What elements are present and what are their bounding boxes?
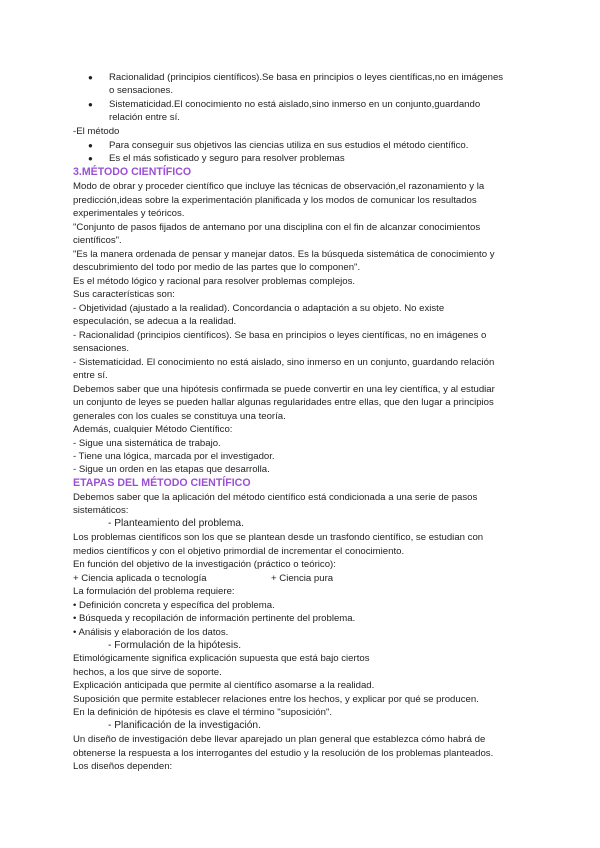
text-line: Los diseños dependen: (73, 761, 173, 772)
text-line: En función del objetivo de la investigación (práctico o teórico): (73, 559, 336, 570)
text-line: Modo de obrar y proceder científico que incluye las técnicas de observación,el razonamiento y la (73, 181, 485, 192)
text-line: - Sistematicidad. El conocimiento no está aislado, sino inmerso en un conjunto, guardando relación (73, 357, 495, 368)
text-line: Suposición que permite establecer relaciones entre los hechos, y explicar por qué se producen. (73, 694, 479, 705)
el-metodo-label: -El método (73, 126, 120, 137)
bullet-dot: ● (88, 100, 93, 109)
step-title-planificacion: - Planificación de la investigación. (108, 720, 261, 731)
text-line: o sensaciones. (109, 85, 173, 96)
text-line: medios científicos y con el objetivo primordial de incrementar el conocimiento. (73, 546, 405, 557)
text-line: • Análisis y elaboración de los datos. (73, 627, 229, 638)
text-line: Sistematicidad.El conocimiento no está aislado,sino inmerso en un conjunto,guardando (109, 99, 481, 110)
text-line: un conjunto de leyes se pueden hallar algunas regularidades entre ellas, que den lugar a principios (73, 397, 494, 408)
bullet-dot: ● (88, 154, 93, 163)
text-line: especulación, se adecua a la realidad. (73, 316, 237, 327)
text-line: • Definición concreta y específica del problema. (73, 600, 275, 611)
text-line: relación entre sí. (109, 112, 180, 123)
text-line: Además, cualquier Método Científico: (73, 424, 233, 435)
bullet-dot: ● (88, 141, 93, 150)
text-line: Es el método lógico y racional para resolver problemas complejos. (73, 276, 356, 287)
text-line: - Racionalidad (principios científicos). Se basa en principios o leyes científicas, no en imágenes o (73, 330, 487, 341)
text-line: Para conseguir sus objetivos las ciencias utiliza en sus estudios el método científico. (109, 140, 469, 151)
text-line: entre sí. (73, 370, 108, 381)
text-line: Debemos saber que una hipótesis confirmada se puede convertir en una ley científica, y al estudiar (73, 384, 495, 395)
text-line: En la definición de hipótesis es clave el término "suposición". (73, 707, 333, 718)
tipo-pura: + Ciencia pura (271, 573, 334, 584)
text-line: "Es la manera ordenada de pensar y manejar datos. Es la búsqueda sistemática de conocimiento y (73, 249, 495, 260)
text-line: Los problemas científicos son los que se plantean desde un trasfondo científico, se estudian con (73, 532, 484, 543)
text-line: Racionalidad (principios científicos).Se basa en principios o leyes científicas,no en imágenes (109, 72, 504, 83)
text-line: generales con los cuales se constituya una teoría. (73, 411, 286, 422)
text-line: predicción,ideas sobre la experimentación planificada y los modos de comunicar los resultados (73, 195, 477, 206)
section-heading-etapas: ETAPAS DEL MÉTODO CIENTÍFICO (73, 477, 251, 489)
text-line: La formulación del problema requiere: (73, 586, 235, 597)
text-line: Debemos saber que la aplicación del método científico está condicionada a una serie de pasos (73, 492, 478, 503)
text-line: hechos, a los que sirve de soporte. (73, 667, 222, 678)
text-line: - Tiene una lógica, marcada por el investigador. (73, 451, 275, 462)
text-line: - Sigue una sistemática de trabajo. (73, 438, 221, 449)
text-line: descubrimiento del todo por medio de las partes que lo componen". (73, 262, 361, 273)
section-heading-metodo: 3.MÉTODO CIENTÍFICO (73, 166, 192, 178)
text-line: Sus características son: (73, 289, 175, 300)
step-title-hipotesis: - Formulación de la hipótesis. (108, 640, 242, 651)
text-line: - Sigue un orden en las etapas que desarrolla. (73, 464, 270, 475)
text-line: - Objetividad (ajustado a la realidad). Concordancia o adaptación a su objeto. No existe (73, 303, 445, 314)
text-line: sensaciones. (73, 343, 129, 354)
text-line: Un diseño de investigación debe llevar aparejado un plan general que establezca cómo habrá de (73, 734, 486, 745)
text-line: "Conjunto de pasos fijados de antemano por una disciplina con el fin de alcanzar conocimientos (73, 222, 481, 233)
text-line: sistemáticos: (73, 505, 129, 516)
step-title-planteamiento: - Planteamiento del problema. (108, 518, 244, 529)
text-line: Es el más sofisticado y seguro para resolver problemas (109, 153, 345, 164)
bullet-dot: ● (88, 73, 93, 82)
text-line: • Búsqueda y recopilación de información pertinente del problema. (73, 613, 356, 624)
text-line: experimentales y teóricos. (73, 208, 185, 219)
text-line: obtenerse la respuesta a los interrogantes del estudio y la resolución de los problemas planteados. (73, 748, 494, 759)
text-line: Etimológicamente significa explicación supuesta que está bajo ciertos (73, 653, 370, 664)
text-line: Explicación anticipada que permite al científico asomarse a la realidad. (73, 680, 375, 691)
text-line: científicos". (73, 235, 122, 246)
tipo-aplicada: + Ciencia aplicada o tecnología (73, 573, 207, 584)
